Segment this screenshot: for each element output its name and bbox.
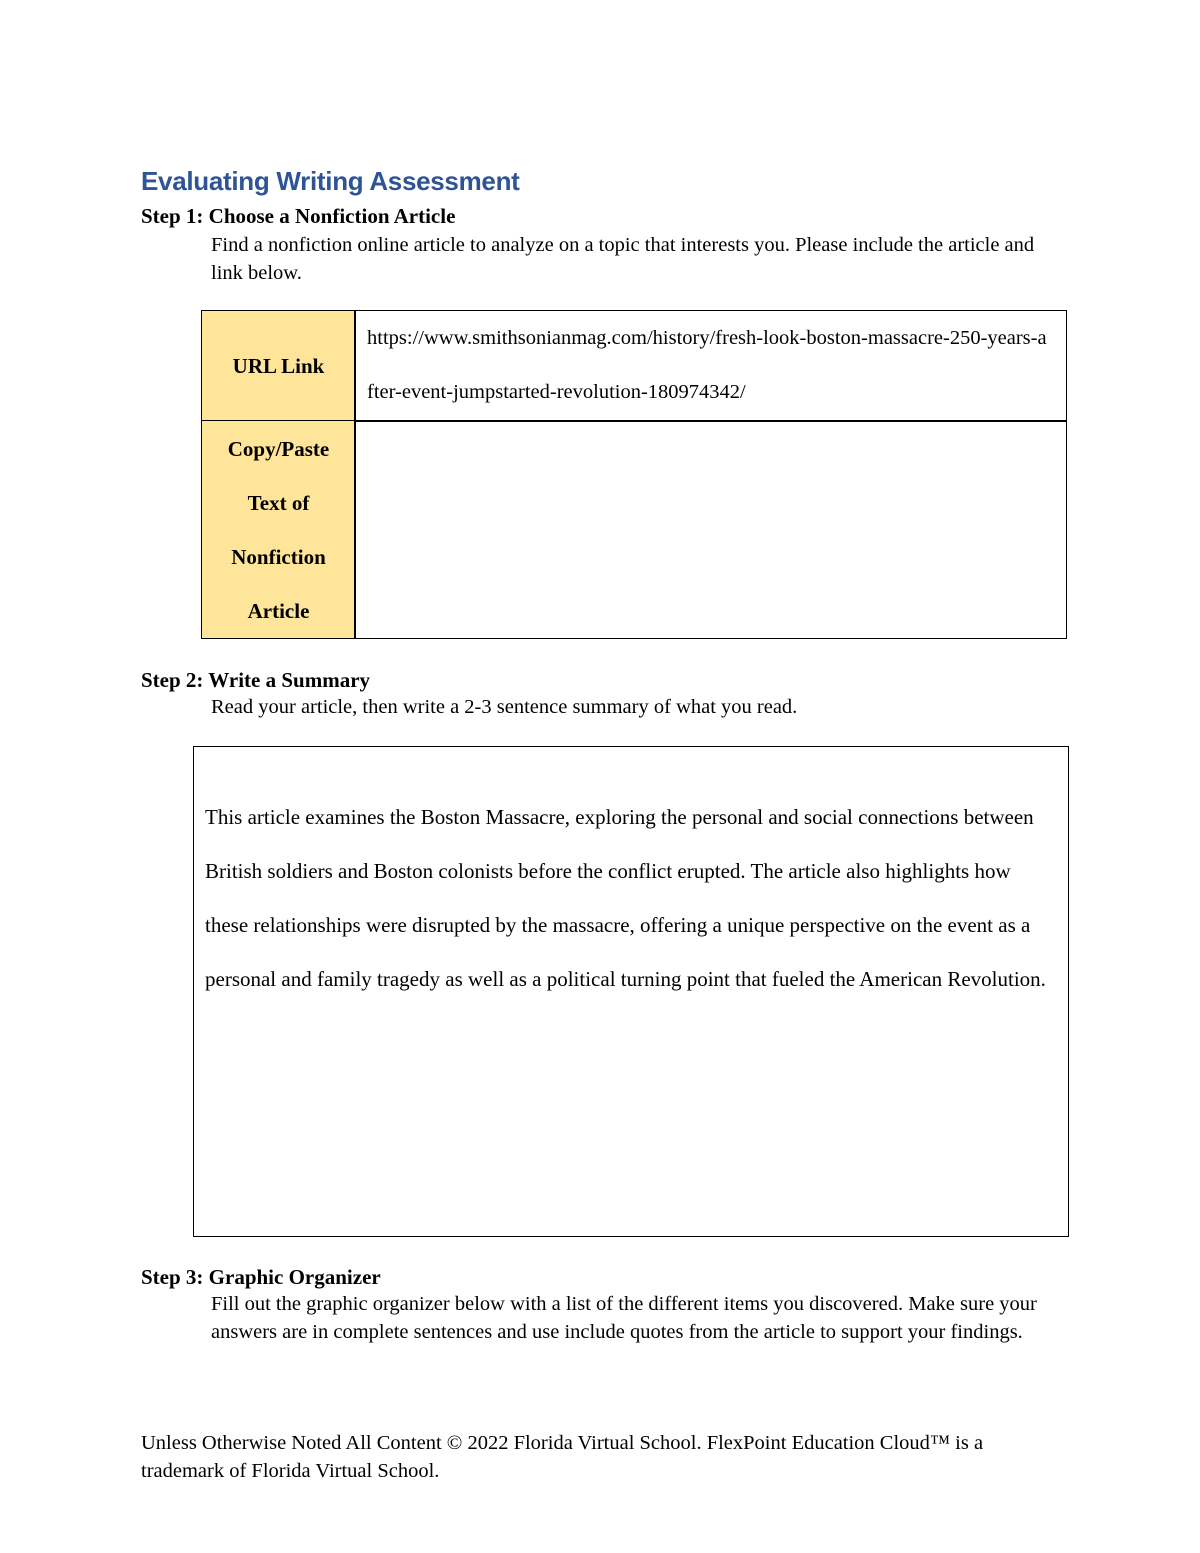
document-title: Evaluating Writing Assessment — [141, 166, 520, 196]
url-label-cell — [201, 310, 356, 422]
step1-instructions: Find a nonfiction online article to analyze on a topic that interests you. Please include the article and link below. — [211, 234, 1035, 284]
article-text-cell[interactable] — [354, 420, 1067, 639]
step1-heading: Step 1: Choose a Nonfiction Article — [141, 204, 456, 228]
step2-instructions: Read your article, then write a 2-3 sentence summary of what you read. — [211, 696, 798, 718]
summary-text[interactable]: This article examines the Boston Massacre, exploring the personal and social connections between British soldiers and Boston colonists before the conflict erupted. The article also highlights how these relationships were disrupted by the massacre, offering a unique perspective on the event as a personal and family tragedy as well as a political turning point that fueled the American Revolution. — [205, 805, 1046, 991]
text-label-cell — [201, 420, 356, 639]
step3-heading: Step 3: Graphic Organizer — [141, 1265, 381, 1289]
text-label: Copy/Paste Text of Nonfiction Article — [227, 436, 330, 623]
step3-instructions: Fill out the graphic organizer below with a list of the different items you discovered. Make sure your answers are in complete sentences and use include quotes from the article to support your findings. — [211, 1293, 1037, 1343]
step2-heading: Step 2: Write a Summary — [141, 668, 371, 692]
footer-copyright: Unless Otherwise Noted All Content © 2022 Florida Virtual School. FlexPoint Education Cloud™ is a trademark of Florida Virtual School. — [141, 1432, 984, 1482]
url-value[interactable]: https://www.smithsonianmag.com/history/fresh-look-boston-massacre-250-years-after-event-jumpstarted-revolution-180974342/ — [367, 327, 1047, 403]
url-label: URL Link — [232, 353, 325, 378]
url-value-cell[interactable] — [354, 310, 1067, 422]
